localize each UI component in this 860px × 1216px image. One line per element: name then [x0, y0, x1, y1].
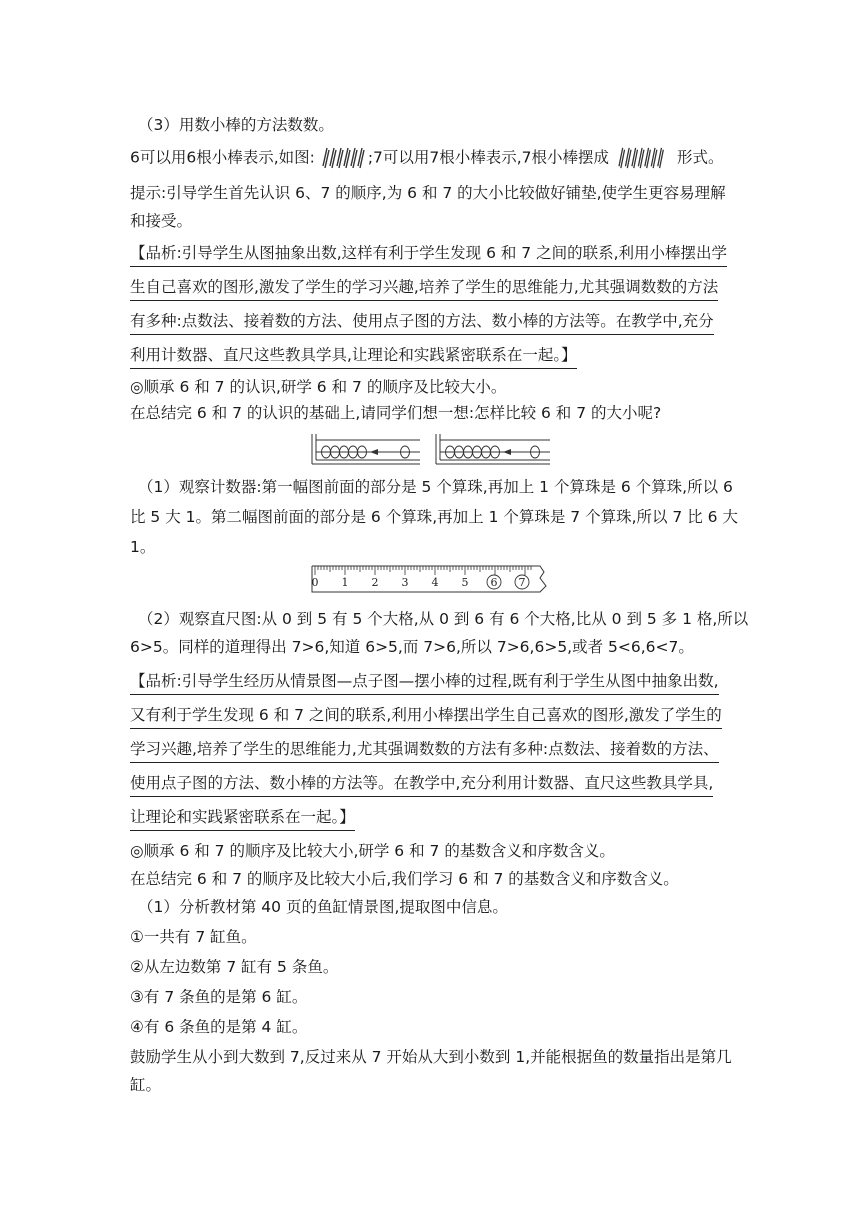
section-heading: （3）用数小棒的方法数数。 — [138, 116, 334, 134]
step-heading-order: ◎顺承 6 和 7 的认识,研学 6 和 7 的顺序及比较大小。 — [130, 378, 507, 396]
abacus-figure — [310, 432, 560, 466]
six-sticks-figure — [320, 146, 368, 170]
ruler-observation-line-2: 6>5。同样的道理得出 7>6,知道 6>5,而 7>6,所以 7>6,6>5,或者 5<6,6<7。 — [130, 638, 694, 656]
fact-item: ③有 7 条鱼的是第 6 缸。 — [130, 988, 308, 1006]
closing-line-1: 鼓励学生从小到大数到 7,反过来从 7 开始从大到小数到 1,并能根据鱼的数量指出是第几 — [130, 1048, 732, 1066]
ruler-label-4: 4 — [431, 576, 439, 589]
hint-line-2: 和接受。 — [130, 212, 193, 230]
analysis-1-line-3: 有多种:点数法、接着数的方法、使用点子图的方法、数小棒的方法等。在教学中,充分 — [130, 310, 714, 335]
fish-tank-analysis: （1）分析教材第 40 页的鱼缸情景图,提取图中信息。 — [138, 898, 508, 916]
step-intro-order: 在总结完 6 和 7 的认识的基础上,请同学们想一想:怎样比较 6 和 7 的大小呢? — [130, 404, 662, 422]
step-intro-meaning: 在总结完 6 和 7 的顺序及比较大小后,我们学习 6 和 7 的基数含义和序数含义。 — [130, 870, 679, 888]
ruler-label-3: 3 — [401, 576, 409, 589]
analysis-2-line-5: 让理论和实践紧密联系在一起。】 — [130, 806, 355, 831]
ruler-label-7: 7 — [518, 576, 526, 589]
fact-item: ①一共有 7 缸鱼。 — [130, 928, 257, 946]
ruler-label-2: 2 — [371, 576, 379, 589]
abacus-observation-line-2: 比 5 大 1。第二幅图前面的部分是 6 个算珠,再加上 1 个算珠是 7 个算珠,所以 7 比 6 大 — [130, 508, 738, 526]
sticks-text-1: 6可以用6根小棒表示,如图: — [130, 148, 315, 167]
seven-sticks-figure — [614, 146, 672, 170]
sticks-paragraph — [130, 146, 723, 170]
sticks-text-3: 形式。 — [676, 148, 724, 167]
ruler-figure — [310, 564, 550, 594]
closing-line-2: 缸。 — [130, 1076, 162, 1094]
analysis-2-line-3: 学习兴趣,培养了学生的思维能力,尤其强调数数的方法有多种:点数法、接着数的方法、 — [130, 738, 719, 763]
abacus-observation-line-3: 1。 — [130, 538, 156, 556]
analysis-2-line-4: 使用点子图的方法、数小棒的方法等。在教学中,充分利用计数器、直尺这些教具学具, — [130, 772, 713, 797]
analysis-1-line-2: 生自己喜欢的图形,激发了学生的学习兴趣,培养了学生的思维能力,尤其强调数数的方法 — [130, 276, 718, 301]
hint-line-1: 提示:引导学生首先认识 6、7 的顺序,为 6 和 7 的大小比较做好铺垫,使学生更容易理解 — [130, 184, 726, 202]
ruler-label-6: 6 — [490, 576, 498, 589]
analysis-1-line-1: 【品析:引导学生从图抽象出数,这样有利于学生发现 6 和 7 之间的联系,利用小棒摆出学 — [130, 242, 727, 267]
ruler-observation-line-1: （2）观察直尺图:从 0 到 5 有 5 个大格,从 0 到 6 有 6 个大格,比从 0 到 5 多 1 格,所以 — [138, 610, 749, 628]
fact-item: ④有 6 条鱼的是第 4 缸。 — [130, 1018, 308, 1036]
step-heading-meaning: ◎顺承 6 和 7 的顺序及比较大小,研学 6 和 7 的基数含义和序数含义。 — [130, 842, 615, 860]
ruler-label-0: 0 — [311, 576, 319, 589]
ruler-label-1: 1 — [341, 576, 349, 589]
sticks-text-2: ;7可以用7根小棒表示,7根小棒摆成 — [367, 148, 610, 167]
analysis-1-line-4: 利用计数器、直尺这些教具学具,让理论和实践紧密联系在一起。】 — [130, 344, 577, 369]
abacus-observation-line-1: （1）观察计数器:第一幅图前面的部分是 5 个算珠,再加上 1 个算珠是 6 个算珠,所以 6 — [138, 478, 733, 496]
analysis-2-line-1: 【品析:引导学生经历从情景图—点子图—摆小棒的过程,既有利于学生从图中抽象出数, — [130, 670, 719, 695]
analysis-2-line-2: 又有利于学生发现 6 和 7 之间的联系,利用小棒摆出学生自己喜欢的图形,激发了学生的 — [130, 704, 722, 729]
ruler-label-5: 5 — [461, 576, 469, 589]
fact-item: ②从左边数第 7 缸有 5 条鱼。 — [130, 958, 339, 976]
